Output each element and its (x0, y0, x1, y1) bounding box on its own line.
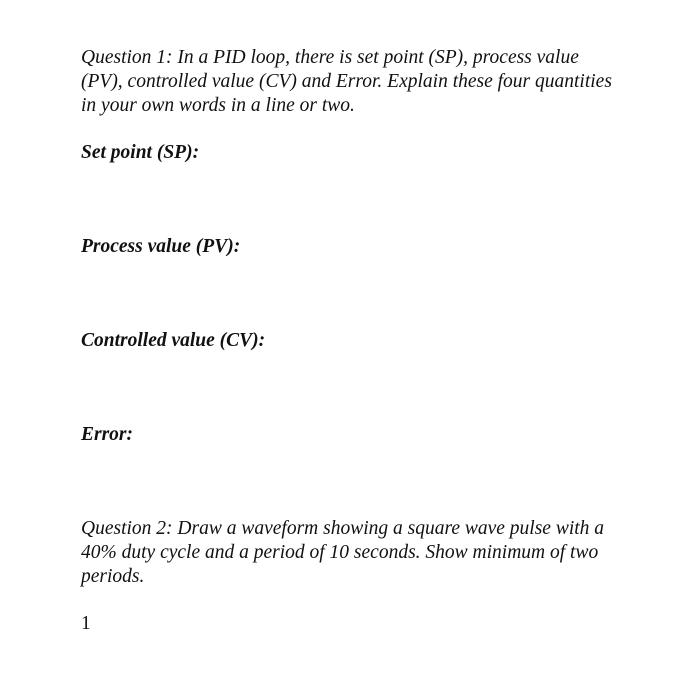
error-label: Error: (81, 424, 134, 445)
process-value-label: Process value (PV): (81, 236, 241, 257)
question-1-text: Question 1: In a PID loop, there is set point (SP), process value (PV), controlled value (CV) and Error. Explain these four quantities in your own words in a line or two. (81, 47, 612, 116)
question-2-text: Question 2: Draw a waveform showing a square wave pulse with a 40% duty cycle and a period of 10 seconds. Show minimum of two periods. (81, 518, 605, 587)
set-point-label: Set point (SP): (81, 142, 200, 163)
page-number: 1 (81, 613, 91, 634)
controlled-value-label: Controlled value (CV): (81, 330, 266, 351)
